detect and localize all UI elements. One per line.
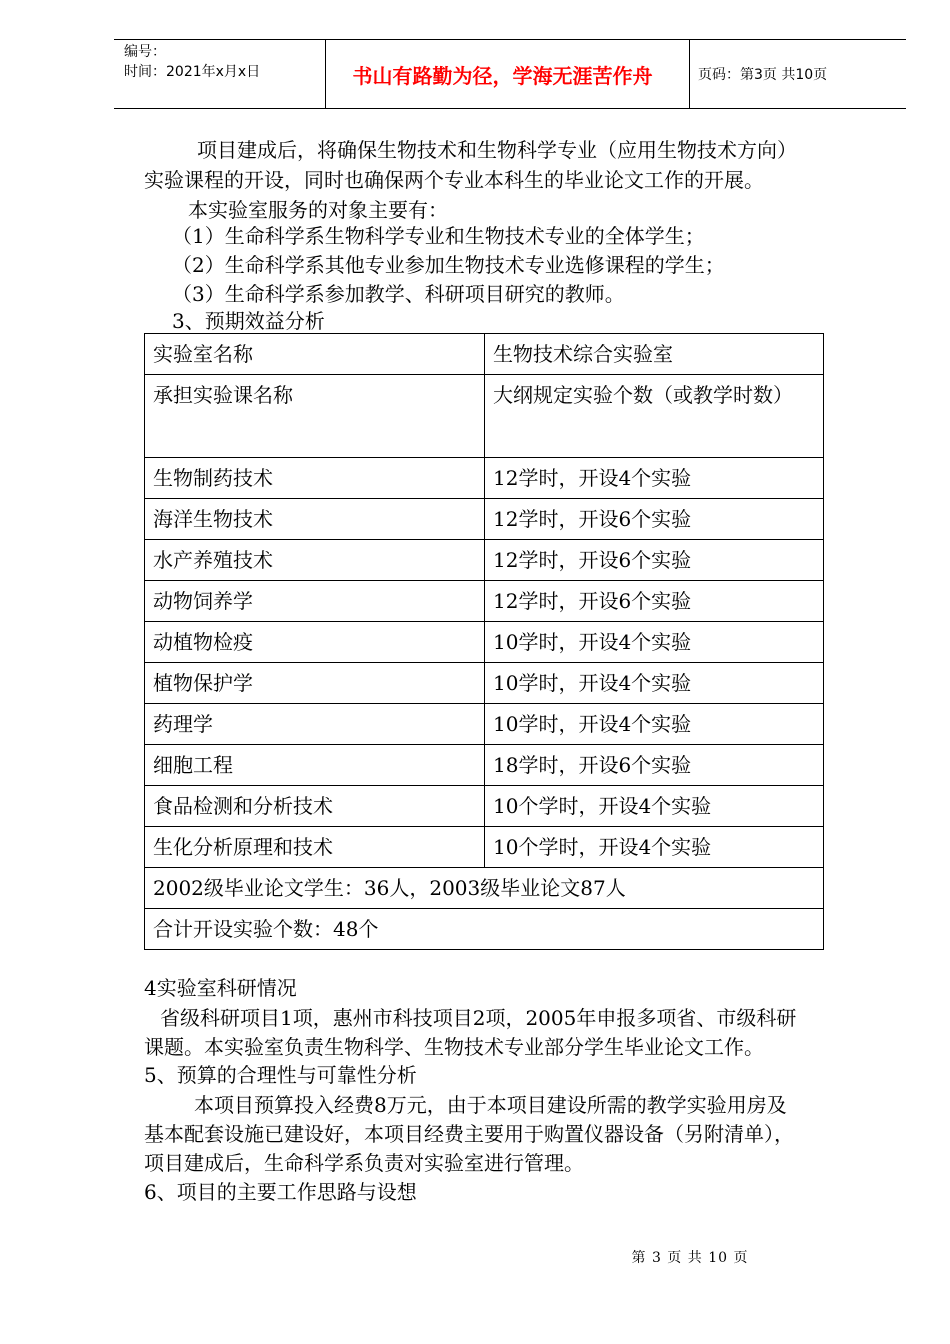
table-cell: 12学时，开设6个实验 xyxy=(485,499,824,540)
paragraph-1-line-1: 项目建成后，将确保生物技术和生物科学专业（应用生物技术方向） xyxy=(197,138,797,162)
table-cell: 生物制药技术 xyxy=(145,458,485,499)
table-row xyxy=(145,499,824,540)
table-row xyxy=(145,663,824,704)
table-cell: 大纲规定实验个数（或教学时数） xyxy=(485,375,824,458)
table-cell: 12学时，开设6个实验 xyxy=(485,581,824,622)
list-item-1: （1）生命科学系生物科学专业和生物技术专业的全体学生； xyxy=(172,224,705,248)
table-row xyxy=(145,868,824,909)
paragraph-5-line-1: 本项目预算投入经费8万元，由于本项目建设所需的教学实验用房及 xyxy=(194,1093,787,1117)
table-cell: 动物饲养学 xyxy=(145,581,485,622)
paragraph-2: 本实验室服务的对象主要有： xyxy=(188,198,448,222)
table-row xyxy=(145,622,824,663)
table-row xyxy=(145,909,824,950)
table-cell: 海洋生物技术 xyxy=(145,499,485,540)
table-row xyxy=(145,786,824,827)
paragraph-5-line-3: 项目建成后，生命科学系负责对实验室进行管理。 xyxy=(144,1151,584,1175)
table-cell: 生化分析原理和技术 xyxy=(145,827,485,868)
table-cell: 18学时，开设6个实验 xyxy=(485,745,824,786)
table-row xyxy=(145,540,824,581)
paragraph-1-line-2: 实验课程的开设，同时也确保两个专业本科生的毕业论文工作的开展。 xyxy=(144,168,764,192)
paragraph-4-line-2: 课题。本实验室负责生物科学、生物技术专业部分学生毕业论文工作。 xyxy=(144,1035,764,1059)
paragraph-5-line-2: 基本配套设施已建设好，本项目经费主要用于购置仪器设备（另附清单）， xyxy=(144,1122,794,1146)
table-row xyxy=(145,375,824,458)
table-cell: 10学时，开设4个实验 xyxy=(485,704,824,745)
footer-page-number: 第 3 页 共 10 页 xyxy=(631,1250,749,1266)
table-cell: 水产养殖技术 xyxy=(145,540,485,581)
table-row xyxy=(145,581,824,622)
table-row xyxy=(145,827,824,868)
table-cell: 植物保护学 xyxy=(145,663,485,704)
page-header xyxy=(114,39,906,109)
section-5-heading: 5、预算的合理性与可靠性分析 xyxy=(144,1063,417,1087)
list-item-2: （2）生命科学系其他专业参加生物技术专业选修课程的学生； xyxy=(172,253,725,277)
benefit-table xyxy=(144,333,824,950)
table-cell: 12学时，开设6个实验 xyxy=(485,540,824,581)
table-cell: 10学时，开设4个实验 xyxy=(485,622,824,663)
table-cell: 承担实验课名称 xyxy=(145,375,485,458)
table-cell: 实验室名称 xyxy=(145,334,485,375)
table-cell-total: 合计开设实验个数：48个 xyxy=(145,909,824,950)
page-footer xyxy=(0,1247,950,1267)
table-cell: 药理学 xyxy=(145,704,485,745)
header-page-label: 页码：第3页 共10页 xyxy=(698,67,828,83)
section-6-heading: 6、项目的主要工作思路与设想 xyxy=(144,1180,417,1204)
table-row xyxy=(145,704,824,745)
table-cell-students: 2002级毕业论文学生：36人，2003级毕业论文87人 xyxy=(145,868,824,909)
table-row xyxy=(145,745,824,786)
list-item-3: （3）生命科学系参加教学、科研项目研究的教师。 xyxy=(172,282,625,306)
table-cell: 生物技术综合实验室 xyxy=(485,334,824,375)
paragraph-4-line-1: 省级科研项目1项，惠州市科技项目2项，2005年申报多项省、市级科研 xyxy=(160,1006,797,1030)
table-cell: 细胞工程 xyxy=(145,745,485,786)
table-cell: 食品检测和分析技术 xyxy=(145,786,485,827)
section-3-heading: 3、预期效益分析 xyxy=(172,309,325,333)
table-row xyxy=(145,334,824,375)
header-meta xyxy=(114,40,326,108)
header-motto: 书山有路勤为径，学海无涯苦作舟 xyxy=(316,40,690,108)
table-cell: 10学时，开设4个实验 xyxy=(485,663,824,704)
table-cell: 10个学时，开设4个实验 xyxy=(485,786,824,827)
table-cell: 12学时，开设4个实验 xyxy=(485,458,824,499)
section-4-heading: 4实验室科研情况 xyxy=(144,976,297,1000)
table-row xyxy=(145,458,824,499)
table-cell: 动植物检疫 xyxy=(145,622,485,663)
time-label: 时间：2021年x月x日 xyxy=(124,64,261,80)
number-label: 编号： xyxy=(124,44,166,60)
table-cell: 10个学时，开设4个实验 xyxy=(485,827,824,868)
